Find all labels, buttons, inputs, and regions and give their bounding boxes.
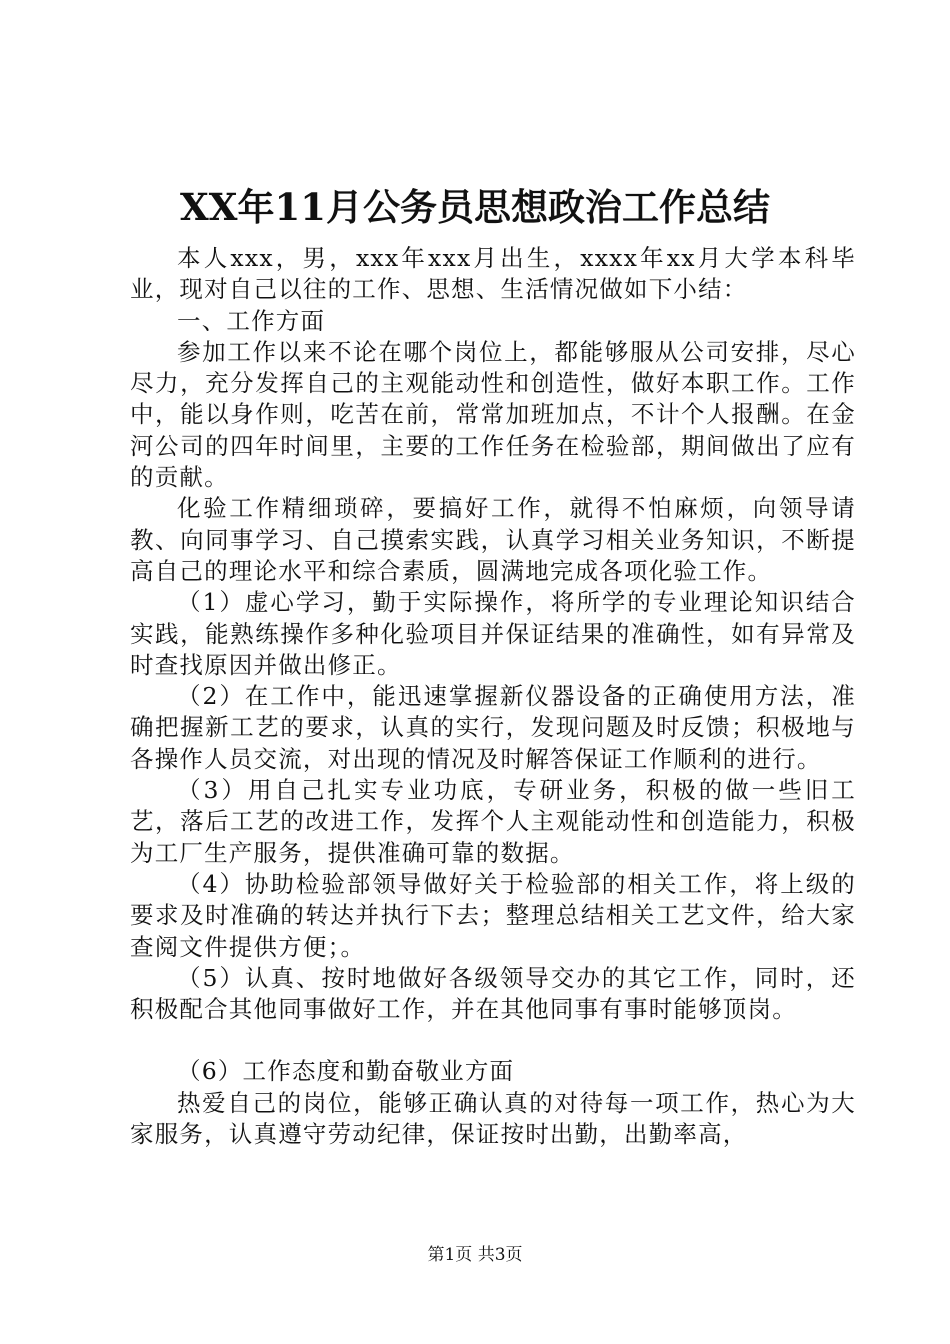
paragraph-intro: 本人xxx，男，xxx年xxx月出生，xxxx年xx月大学本科毕业，现对自己以往的工作、思想、生活情况做如下小结：	[130, 244, 856, 304]
list-item-1: （1）虚心学习，勤于实际操作，将所学的专业理论知识结合实践，能熟练操作多种化验项目并保证结果的准确性，如有异常及时查找原因并做出修正。	[130, 588, 856, 679]
page-number: 第1页 共3页	[427, 1245, 523, 1265]
list-item-5: （5）认真、按时地做好各级领导交办的其它工作，同时，还积极配合其他同事做好工作，并在其他同事有事时能够顶岗。	[130, 963, 856, 1024]
list-item-4: （4）协助检验部领导做好关于检验部的相关工作，将上级的要求及时准确的转达并执行下去；整理总结相关工艺文件，给大家查阅文件提供方便；。	[130, 869, 856, 961]
list-item-3: （3）用自己扎实专业功底，专研业务，积极的做一些旧工艺，落后工艺的改进工作，发挥个人主观能动性和创造能力，积极为工厂生产服务，提供准确可靠的数据。	[130, 776, 856, 867]
list-item-6: （6）工作态度和勤奋敬业方面	[177, 1057, 515, 1086]
document-body	[130, 243, 856, 1150]
document-title: XX年11月公务员思想政治工作总结	[180, 185, 770, 229]
paragraph-dedication: 热爱自己的岗位，能够正确认真的对待每一项工作，热心为大家服务，认真遵守劳动纪律，保证按时出勤，出勤率高，	[130, 1088, 856, 1149]
paragraph-lab-work: 化验工作精细琐碎，要搞好工作，就得不怕麻烦，向领导请教、向同事学习、自己摸索实践，认真学习相关业务知识，不断提高自己的理论水平和综合素质，圆满地完成各项化验工作。	[130, 494, 856, 585]
section-heading-work: 一、工作方面	[177, 306, 326, 335]
paragraph-work-attitude: 参加工作以来不论在哪个岗位上，都能够服从公司安排，尽心尽力，充分发挥自己的主观能动性和创造性，做好本职工作。工作中，能以身作则，吃苦在前，常常加班加点，不计个人报酬。在金河公司的四年时间里，主要的工作任务在检验部，期间做出了应有的贡献。	[130, 337, 856, 492]
list-item-2: （2）在工作中，能迅速掌握新仪器设备的正确使用方法，准确把握新工艺的要求，认真的实行，发现问题及时反馈；积极地与各操作人员交流，对出现的情况及时解答保证工作顺利的进行。	[130, 682, 856, 773]
